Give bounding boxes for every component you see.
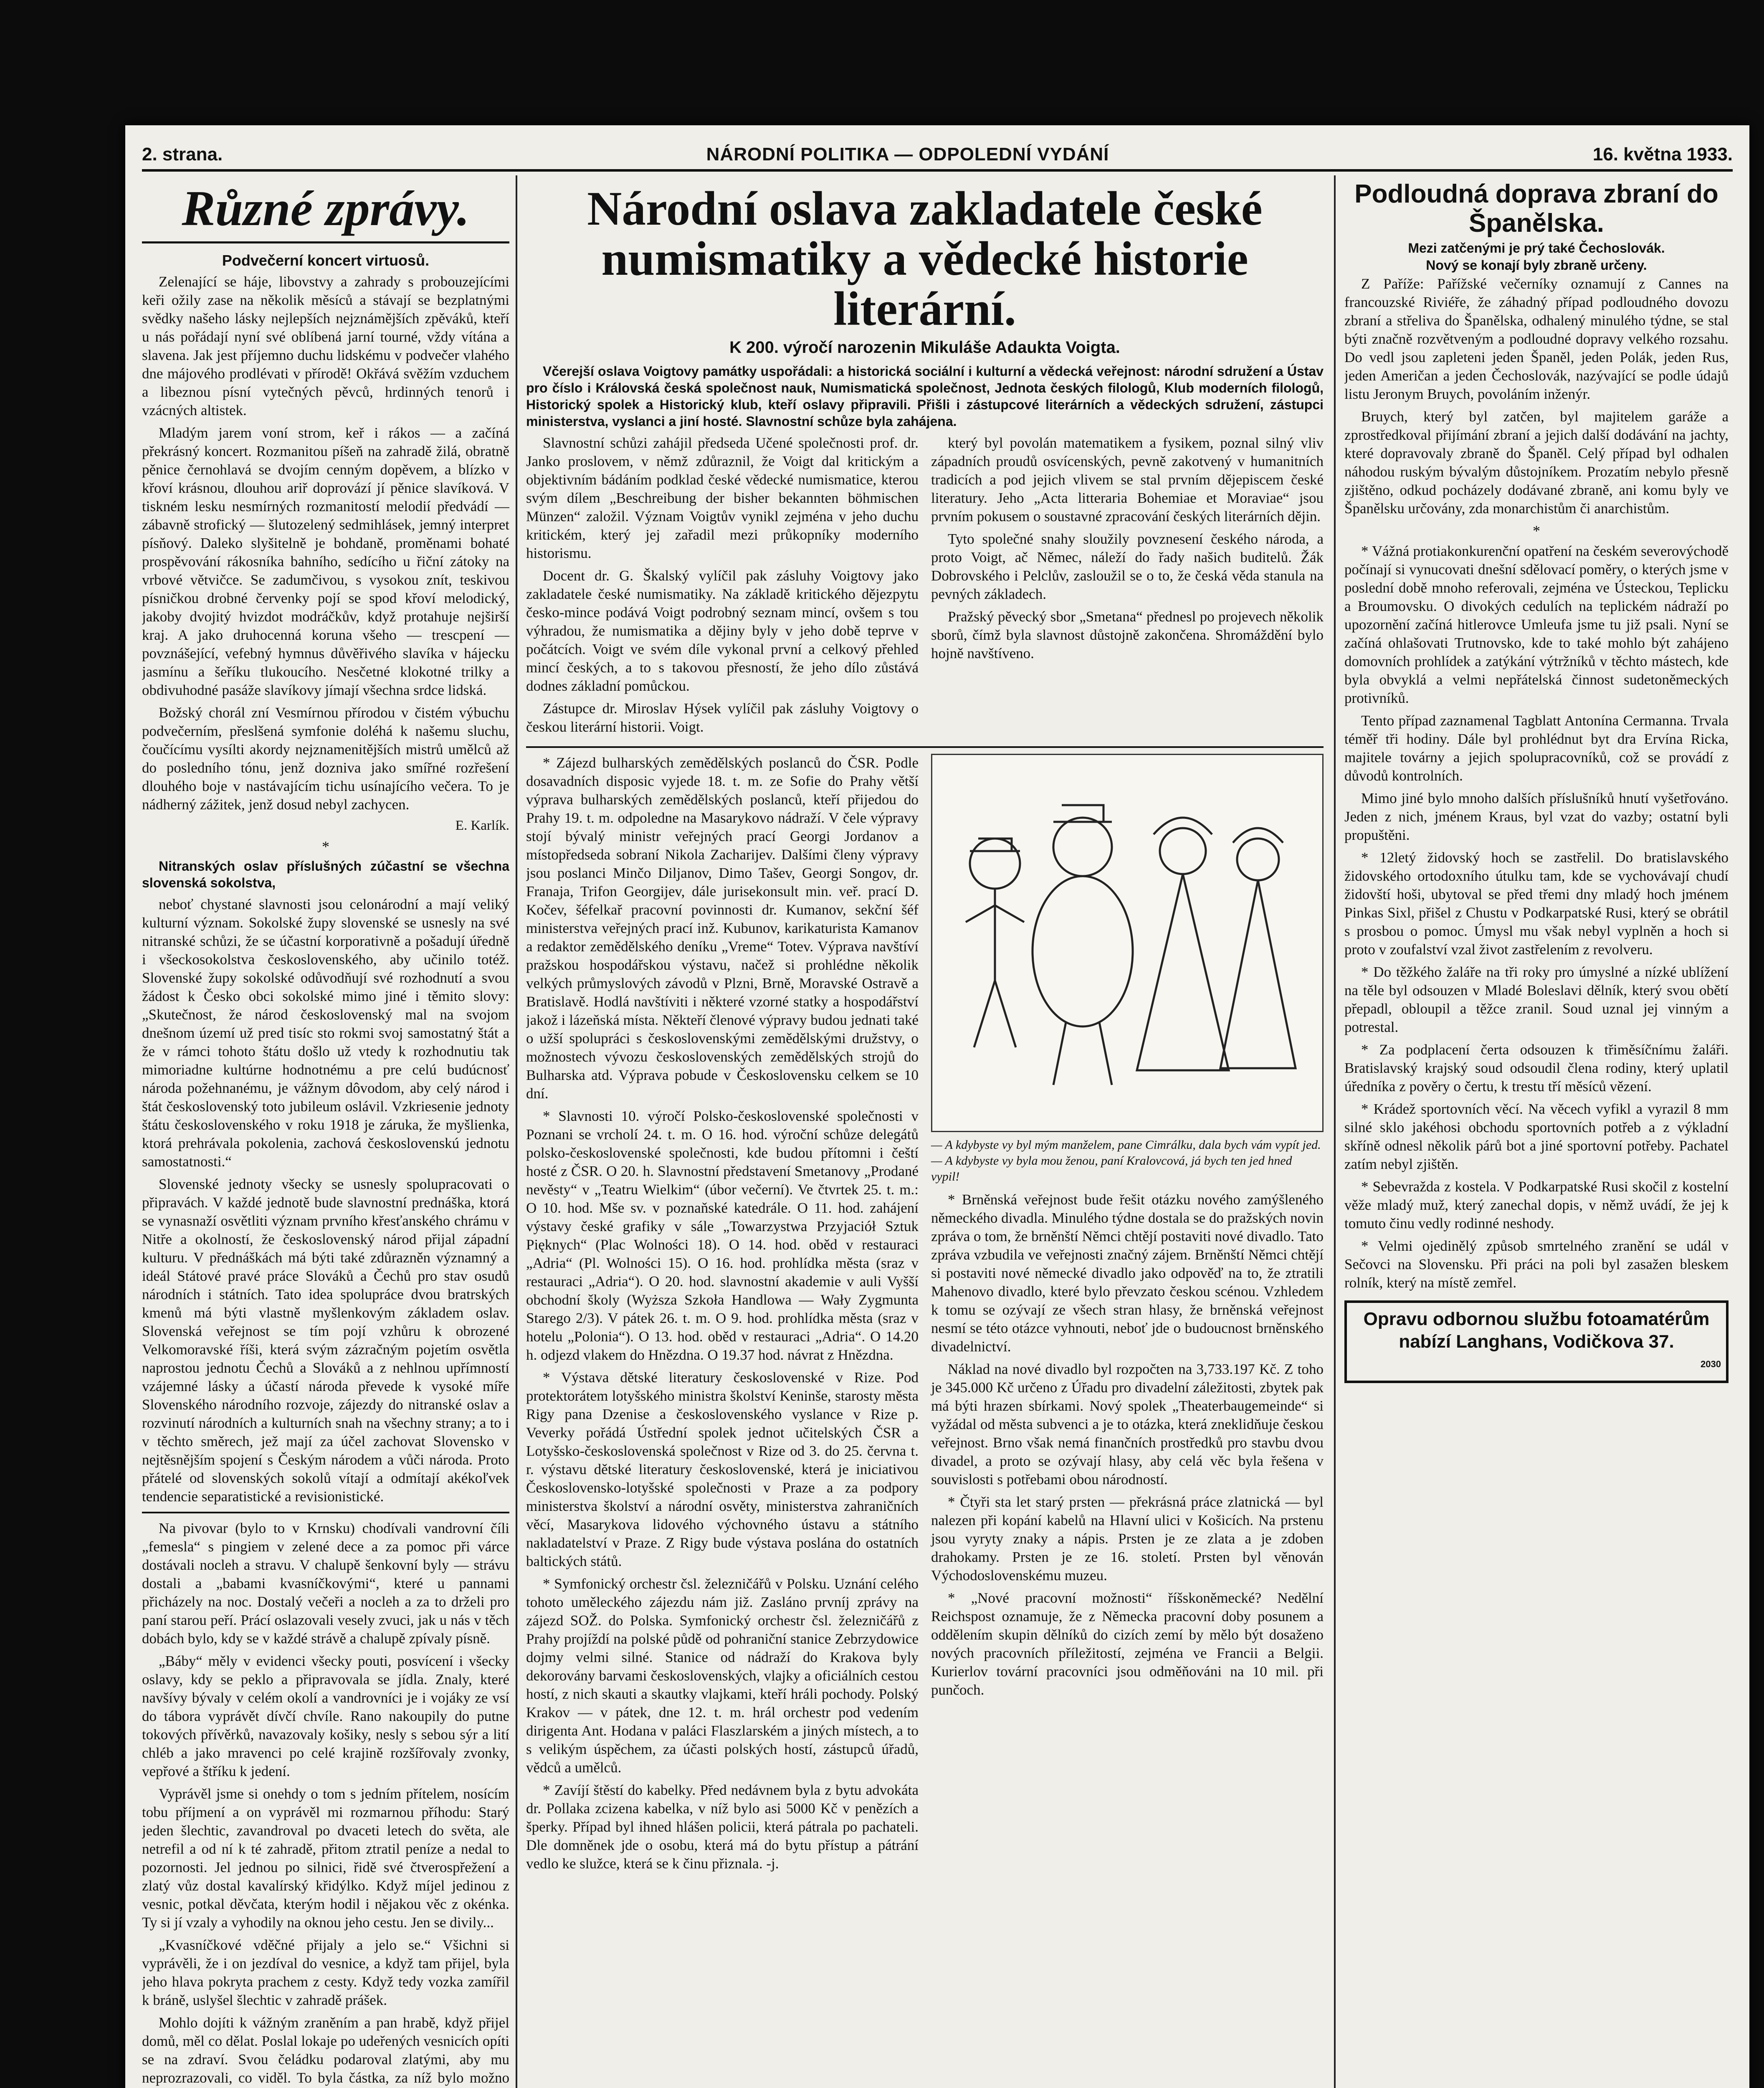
- main-headline: Národní oslava zakladatele české numismatiky a vědecké historie literární.: [587, 182, 1263, 335]
- separator-star: *: [322, 838, 329, 855]
- masthead: [142, 140, 1733, 172]
- article-paragraph: Vyprávěl jsme si onehdy o tom s jedním přítelem, nosícím tobu příjmení a on vyprávěl mi rozmarnou příhodu: Starý jeden šlechtic, zavandroval po dvaceti letech do světa, ale netrefil a od ní k té zahradě, přitom ztratil peníze a nedal to pozornosti. Jel jednou po silnici, řidě své čtverospřežení a zlatý vůz dostal kavalírský křidýlko. Když míjel jedinou z vesnic, potkal děvčata, kterým hodil i nějakou věc z okénka. Ty si jí vzaly a vyhodily na oknou jeho cestu. Jen se divily...: [142, 1786, 509, 1931]
- column-center: [526, 175, 1324, 2088]
- article-paragraph: Z Paříže: Pařížské večerníky oznamují z Cannes na francouzské Riviéře, že záhadný případ podloudného dovozu zbraní a střeliva do Španělska, odhalený minulého týdne, se stal býti značně rozvětveným a podloudné dopravy velkého rozsahu. Do vedl jsou zapleteni jeden Španěl, jeden Polák, jeden Rus, jeden Američan a jeden Čechoslovák, nazývající se podle údajů listu Jeronym Bruych, povoláním inženýr.: [1344, 276, 1729, 402]
- article-paragraph: Mohlo dojíti k vážným zraněním a pan hrabě, když přijel domů, měl co dělat. Poslal lokaje po udeřených vesnicích opíti se na zdraví. Svou čeládku podaroval zlatými, aby mu neprozrazovali, co viděl. To byla částka, za níž bylo možno: [142, 2015, 509, 2086]
- news-item: * Čtyři sta let starý prsten — překrásná práce zlatnická — byl nalezen při kopání kabelů na Hlavní ulici v Košicích. Na prstenu jsou vyryty znaky a nápis. Prsten je ze zlata a je zdoben drahokamy. Prsten je ze 16. století. Prsten byl věnován Východoslovenskému muzeu.: [931, 1494, 1324, 1584]
- article-paragraph: Zástupce dr. Miroslav Hýsek vylíčil pak zásluhy Voigtovy o českou literární historii. Voigt.: [526, 700, 919, 735]
- issue-date: 16. května 1933.: [1592, 144, 1733, 165]
- divider: [526, 746, 1324, 748]
- page-number: 2. strana.: [142, 144, 223, 165]
- article-title: Podvečerní koncert virtuosů.: [222, 252, 430, 269]
- news-item: Mimo jiné bylo mnoho dalších příslušníků hnutí vyšetřováno. Jeden z nich, jménem Kraus, byl vzat do vazby; ostatní byli propuštěni.: [1344, 790, 1729, 843]
- article-signature: E. Karlík.: [455, 818, 509, 833]
- news-item: * Zavíjí štěstí do kabelky. Před nedávnem byla z bytu advokáta dr. Pollaka zcizena kabelka, v níž bylo asi 5000 Kč v penězích a šperky. Případ byl ihned hlášen policii, která pátrala po pachateli. Dle domněnek jde o osobu, která má do bytu přístup a pátrání vedlo ke služce, která se k činu přiznala. -j.: [526, 1782, 919, 1872]
- cartoon-illustration: [931, 754, 1324, 1132]
- advertisement-code: 2030: [1701, 1359, 1721, 1369]
- newspaper-title: NÁRODNÍ POLITIKA — ODPOLEDNÍ VYDÁNÍ: [706, 144, 1109, 165]
- article-paragraph: „Báby“ měly v evidenci všecky pouti, posvícení i všecky oslavy, kdy se peklo a připravovala se jídla. Znaly, které navšívy bývaly v celém okolí a vandrovníci je i vojáky ze vsí do tábora vyprávět dívčí chvíle. Rano nakoupily do putne tokových přívěrků, navazovaly košiky, nesly s sebou sýr a lití chléb a jako mravenci po celé krajině rozšířovaly zvonky, vepřové a štříku k jedení.: [142, 1653, 509, 1779]
- article-lead: Včerejší oslava Voigtovy památky uspořádali: a historická sociální i kulturní a vědecká veřejnost: národní sdružení a Ústav pro číslo i Královská česká společnost nauk, Numismatická společnost, Jednota českých filologů, Klub moderních filologů, Historický spolek a Historický klub, kteří oslavy připravili. Přišli i zástupcové literárních a vědeckých sdružení, zástupci ministerstva, vyslanci a jiní hosté. Slavnostní schůze byla zahájena.: [526, 364, 1324, 429]
- article-columns: [526, 434, 1324, 740]
- article-paragraph: Zelenající se háje, libovstvy a zahrady s probouzejícími keři ožily zase na několik měsíců a stávají se bezplatnými svědky našeho lásky nejlepších nejznámějších zpěváků, kteří u nás pořádají nyní své oblíbená jarní tourné, vždy vítána a slavena. Jak jest příjemno duchu lidskému v podvečer vlahého dne májového prodlévati v přírodě! Okřává svěžím vzduchem a libeznou písní vytečných pěvců, hrdinných tenorů i vzácných altistek.: [142, 274, 509, 418]
- article-paragraph: Božský chorál zní Vesmírnou přírodou v čistém výbuchu podvečerním, přeslšená symfonie doléhá k našemu sluchu, čoučícímu vysílti akordy nejznamenitějších mistrů umělců až do posledního tónu, jenž dozniva jako smířné rozřešení dlouhého boje v nastávajícím tichu usínajícího večera. To je nádherný zážitek, jenž dosud nebyl zachycen.: [142, 704, 509, 813]
- article-paragraph: Na pivovar (bylo to v Krnsku) chodívali vandrovní číli „femesla“ s pingiem v zelené dece a za pomoc při várce dostávali nocleh a stravu. V chalupě šenkovní byly — strávu dostali a „babami kvasníčkovými“, které u pannami přicházely na noc. Dostalý večeři a nocleh a za to drželi pro paní starou peří. Prácí oslazovali vesely zvuci, jak u nás v těch dobách bylo, kdy se v každé strávě a chalupě zpívaly písně.: [142, 1520, 509, 1647]
- article-paragraph: Tyto společné snahy sloužily povznesení českého národa, a proto Voigt, ač Němec, náleží do řady našich buditelů. Žák Dobrovského i Pelclův, zasloužil se o to, že česká věda stanula na pevných základech.: [931, 531, 1324, 602]
- article-subtitle: Nový se konají byly zbraně určeny.: [1426, 258, 1647, 273]
- column-divider: [516, 175, 517, 2088]
- article-paragraph: Slavnostní schůzi zahájil předseda Učené společnosti prof. dr. Janko proslovem, v němž zdůraznil, že Voigt dal kritickým a objektivním bádáním podklad české vědecké numismatice, kterou svým dílem „Beschreibung der bisher bekannten böhmischen Münzen“ založil. Význam Voigtův vynikl zejména v jeho duchu kritickém, který jej zařadil mezi průkopníky moderního historismu.: [526, 435, 919, 561]
- news-item: * Za podplacení čerta odsouzen k třiměsíčnímu žaláři. Bratislavský krajský soud odsoudil člena rodiny, který uplatil úředníka z pověry o čertu, k trestu tří měsíců vězení.: [1344, 1041, 1729, 1095]
- article-paragraph: Docent dr. G. Škalský vylíčil pak zásluhy Voigtovy jako zakladatele české numismatiky. Na základě kritického dějezpytu česko-mince podává Voigt podrobný seznam mincí, ovšem s tou výhradou, že numismatika a dějiny byly v jeho době teprve v počátcích. Voigt ve svém díle vykonal první a celkový přehled mincí českých, a to s takovou přesností, že jeho dílo zůstává dodnes základní pomůckou.: [526, 568, 919, 694]
- article-title: Nitranských oslav příslušných zúčastní se všechna slovenská sokolstva,: [142, 859, 509, 890]
- news-item: * Sebevražda z kostela. V Podkarpatské Rusi skočil z kostelní věže mladý muž, který zanechal dopis, v němž uvádí, že jej k tomuto činu vedly rodinné neshody.: [1344, 1178, 1729, 1232]
- column-right: [1344, 175, 1729, 2088]
- news-item: * Brněnská veřejnost bude řešit otázku nového zamýšleného německého divadla. Minulého týdne dostala se do pražských novin zpráva o tom, že brněnští Němci chtějí postaviti nové divadlo. Tato zpráva vzbudila ve veřejnosti značný zájem. Brněnští Němci chtějí si postaviti nové německé divadlo jako odpověď na to, že ztratili Mahenovo divadlo, které bylo převzato českou scénou. Vzhledem k tomu se ozývají ze všech stran hlasy, že brněnská veřejnost nesmí se této otázce vyhnouti, neboť jde o budoucnost brněnského divadelnictví.: [931, 1191, 1324, 1355]
- article-title: Podloudná doprava zbraní do Španělska.: [1354, 180, 1718, 238]
- article-paragraph: Slovenské jednoty všecky se usnesly spolupracovati o připravách. V každé jednotě bude slavnostní prednáška, ktorá se vynasnaží osvětliti význam prvního křesťanského chrámu v Nitře a okolností, že československý národ přijal západní kulturu. V přednáškách má býti také zdůrazněn významný a ideál Státové pravé práce Slováků a Čechů pro stav osudů národních i státních. Tato idea spolupráce dvou bratrských kmenů má býti vlastně myšlenkovým základem oslav. Slovenská veřejnost se tím pojí vzhůru k obrozené Velkomoravské říši, která svým zázračným pojetím osvětla naprostou jednotu Čechů a Slováků a z nehlnou upřímností vzájemné lásky a účastí národa převede k vysoké míře Slovenského národního rozvoje, zájezdy do nitranské oslav a rozvinutí národních a kulturních snah na všechny strany; a to i v těchto směrech, jež mají za účel zachovat Slovensko v nejtěsnějším spojení s Českým národem a vůči národa. Proto přátelé od slovenských sokolů vítají a odmítají akékoľvek tendencie separatistické a revisionistické.: [142, 1176, 509, 1505]
- cartoon-caption: — A kdybyste vy byl mým manželem, pane Cimrálku, dala bych vám vypít jed. — A kdybyste vy byla mou ženou, paní Kralovcová, já bych ten jed hned vypil!: [931, 1138, 1321, 1183]
- news-item: Tento případ zaznamenal Tagblatt Antonína Cermanna. Trvala téměř tři hodiny. Dále byl prohlédnut byt dra Ervína Ricka, majitele továrny a jejich spolupracovníků, což se provádí z důvodů kontrolních.: [1344, 712, 1729, 784]
- newspaper-page: [125, 125, 1749, 2088]
- news-item: * 12letý židovský hoch se zastřelil. Do bratislavského židovského ortodoxního útulku tam, kde se vychovávají chudí židovští hoši, ubytoval se před třemi dny mladý hoch jménem Pinkas Sixl, přišel z Chustu v Podkarpatské Rusi, který se obrátil s prosbou o pomoc. Úmysl mu však nebyl vyplněn a hoch si proto v zoufalství vzal život zastřelením z revolveru.: [1344, 849, 1729, 958]
- cartoon-drawing: [932, 755, 1308, 1131]
- news-item: * „Nové pracovní možnosti“ říšskoněmecké? Nedělní Reichspost oznamuje, že z Německa pracovní doby posunem a oddělením skupin dělníků do cizích zemí by mělo být dosaženo nových pracovních příležitostí, zejména ve Francii a Belgii. Kurierlov tovární pracovníci jsou odměňováni na 10 mil. při punčoch.: [931, 1590, 1324, 1698]
- article-subtitle: Mezi zatčenými je prý také Čechoslovák.: [1408, 241, 1665, 256]
- column-divider: [1334, 175, 1336, 2088]
- divider: [142, 1512, 509, 1513]
- news-item: * Symfonický orchestr čsl. železničářů v Polsku. Uznání celého tohoto uměleckého zájezdu nám již. Zasláno prvníj zprávy na zájezd SOŽ. do Polska. Symfonický orchestr čsl. železničářů z Prahy projíždí na polské půdě od pohraniční stanice Zebrzydowice dojmy velmi silné. Stanice od nádraží do Krakova byly dekorovány barvami československých, vlajky a oficiálních cestou hostí, z nich skauti a skautky vlajkami, kteří hráli pochody. Polský Krakov — v pátek, dne 12. t. m. hrál orchestr pod vedením dirigenta Ant. Hodana v paláci Flaszlarském a jiných místech, a to s velikým úspěchem, za účasti polských hostí, zástupců úřadů, vědců a umělců.: [526, 1576, 919, 1776]
- news-item: * Vážná protiakonkurenční opatření na českém severovýchodě počínají si vynucovati dnešní sdělovací poměry, o kterých jsme v poslední době mnoho referovali, zejména ve Ústeckou, Teplicku a Broumovsku. O divokých cedulích na teplickém nádraží po upozornění začíná hitlerovce Umleufa jsme tu již psali. Nyní se začíná ohlašovati Trutnovsko, kde to také mohlo být zahájeno domovních prohlídek a zatýkání výtržníků v těchto mástech, kde byla obvyklá a velmi nepřátelská činnost sudetoněmeckých protivníků.: [1344, 543, 1729, 706]
- advertisement-box: [1344, 1300, 1729, 1383]
- main-subheadline: K 200. výročí narozenin Mikuláše Adaukta Voigta.: [729, 338, 1120, 357]
- section-headline: Různé zprávy.: [142, 180, 509, 243]
- article-paragraph: který byl povolán matematikem a fysikem, poznal silný vliv západních proudů osvícenských, pevně zakotvený v humanitních tradicích a pod jejich vlivem se stal prvním dějepiscem české literatury. Jeho „Acta litteraria Bohemiae et Moraviae“ jsou prvním pokusem o soustavné zpracování českých literárních dějin.: [931, 435, 1324, 525]
- news-item: * Zájezd bulharských zemědělských poslanců do ČSR. Podle dosavadních disposic vyjede 18. t. m. ze Sofie do Prahy větší výprava bulharských zemědělských poslanců, kteří přijedou do Prahy 19. t. m. odpoledne na Masarykovo nádraží. V čele výpravy stojí bývalý ministr veřejných prací Georgi Jordanov a místopředseda sobraní Nikola Zacharijev. Dalšími členy výpravy jsou poslanci Minčo Diljanov, Dimo Tašev, Georgi Songov, dr. Franaja, Trifon Georgijev, dále jurisekonsult min. veř. prací D. Kočev, šéfelkař pracovní povinnosti dr. Kumanov, sekční šéf ministerstva veřejných prací inž. Kubunov, karikaturista Kamanov a redaktor zemědělského deníku „Vreme“ Totev. Výprava navštíví pražskou hospodářskou výstavu, načež si prohlédne několik velkých průmyslových závodů v Plzni, Brně, Moravské Ostravě a Bratislavě. Hodlá navštíviti i některé vzorné statky a hospodářství jakož i lázeňská místa. Někteří členové výpravy budou jednati také o užší spolupráci s československými zemědělskými družstvy, o možnostech vývozu československých zemědělských strojů do Bulharska atd. Výprava pobude v Československu celkem se 10 dní.: [526, 755, 919, 1102]
- news-item: * Výstava dětské literatury československé v Rize. Pod protektorátem lotyšského ministra školství Keninše, starosty města Rigy pana Dzenise a československého vyslance v Rize p. Veverky pořádá Ústřední spolek jednot učitelských ČSR a Lotyšsko-československá společnost v Rize od 3. do 25. června t. r. výstavu dětské literatury československé, která je iniciativou Československo-lotyšské společnosti v Praze a za podpory ministerstva školství a národní osvěty, ministerstva zahraničních věcí, Masarykova lidového výchovného ústavu a státního nakladatelství v Praze. Z Rigy bude výstava poslána do ostatních baltických států.: [526, 1369, 919, 1569]
- article-paragraph: Mladým jarem voní strom, keř i rákos — a začíná překrásný koncert. Rozmanitou píšeň na zahradě žilá, obratně pěnice černohlavá se dvojím cenným dopěvem, a blízko v křoví krásnou, dlouhou ariř doprovází jí pěnice slavíková. V tiskném lesku nesmírných rozmanitostí melodií předvádí — zábavně strofický — šlutozelený sedmihlásek, jemný interpret písňový. Daleko slyšitelně je bohdaně, proměnami bohaté prospěvování rákosníka bahního, sedícího u řiční zátoky na vrbové větvičce. Se zadumčivou, s vysokou znít, teskivou písničkou drobné červenky pojí se spod křoví melodický, jakoby dvojitý hvizdot modráčkův, když protahuje nejširší kraj. A jako druhocenná koruna všeho — trescpení — povznášející, vefebný hymnus důvěřivého slavíka v hájecku jasmínu a šeříku tlukoucího. Nesčetné klokotné trilky a obdivuhodné pasáže slavíkovy jímají všechna srdce lidská.: [142, 425, 509, 698]
- advertisement-text: Opravu odbornou službu fotoamatérům nabízí Langhans, Vodičkova 37.: [1363, 1309, 1710, 1352]
- news-item: * Velmi ojedinělý způsob smrtelného zranění se udál v Sečovci na Slovensku. Při práci na poli byl zasažen bleskem rolník, který na místě zemřel.: [1344, 1238, 1729, 1291]
- article-paragraph: Pražský pěvecký sbor „Smetana“ přednesl po projevech několik sborů, čímž byla slavnost důstojně zakončena. Shromáždění bylo hojně navštíveno.: [931, 608, 1324, 661]
- article-paragraph: Bruych, který byl zatčen, byl majitelem garáže a zprostředkoval přijímání zbraní a jejich další dodávání na jachty, které dopravovaly zbraně do Španěl. Celý případ byl odhalen náhodou ruským bývalým důstojníkem. Prozatím nebylo přesně zjištěno, odkud pocházely dodávané zbraně, ani komu byly ve Španělsku určovány, zda monarchistům či anarchistům.: [1344, 408, 1729, 517]
- separator-star: *: [1533, 522, 1540, 539]
- news-item: * Slavnosti 10. výročí Polsko-československé společnosti v Poznani se vrcholí 24. t. m. O 16. hod. výroční schůze delegátů polsko-československé společnosti, kde budou přítomni i čeští hosté z ČSR. O 20. h. Slavnostní představení Smetanovy „Prodané nevěsty“ v „Teatru Wielkim“ (úbor večerní). Ve čtvrtek 25. t. m.: O 10. hod. Mše sv. v poznaňské katedrále. O 11. hod. zahájení výstavy české grafiky v sále „Towarzystwa Przyjaciół Sztuk Pięknych“ (Plac Wolności 18). O 14. hod. oběd v restauraci „Adria“ (Pl. Wolności 15). O 16. hod. prohlídka města (sraz v restauraci „Adria“). O 20. hod. slavnostní akademie v auli Vyšší obchodní školy (Wyższa Szkoła Handlowa — Wały Zygmunta Starego 2/3). V pátek 26. t. m. O 9. hod. prohlídka města (sraz v hotelu „Polonia“). O 13. hod. oběd v restauraci „Adria“. O 14.20 h. odjezd vlakem do Hnězdna. O 19.37 hod. návrat z Hnězdna.: [526, 1108, 919, 1363]
- news-item: * Do těžkého žaláře na tři roky pro úmyslné a nízké ublížení na těle byl odsouzen v Mladé Boleslavi dělník, který svou obětí přepadl, obloupil a těžce zranil. Soud uznal jej vinným a potrestal.: [1344, 964, 1729, 1035]
- news-columns: [526, 754, 1324, 1877]
- article-paragraph: „Kvasníčkové vděčné přijaly a jelo se.“ Všichni si vyprávěli, že i on jezdíval do vesnice, a když tam přijel, byla jeho hlava pokryta prachem z cesty. Když tedy vozka zamířil k bráně, uslyšel šlechtic v zahradě prášek.: [142, 1937, 509, 2008]
- article-paragraph: neboť chystané slavnosti jsou celonárodní a mají veliký kulturní význam. Sokolské župy slovenské se usnesly na své nitranské schůzi, že se účastní korporativně a pošadují úředně i všeckosokolstva československého, aby učinilo totéž. Slovenské župy sokolské odůvodňují své rozhodnutí a svou žádost k Česko obci sokolské mimo jiné i těmito slovy: „Skutečnost, že národ československý mal na svojom dnešnom území už pred tisíc sto rokmi svoj samostatný štát a že v rámci tohoto štátu došlo už vtedy k rozhodnutiu tak mimoriadne kultúrne hodnotnému a pre celú budúcnosť národa požehnanému, je vážnym dôvodom, aby celý národ i štát československý toto jubileum oslávil. Vzkriesenie jednoty štátu československého v roku 1918 je záruka, že myšlienka, ktorá prehrávala pokolenia, zachová československú jednotu samostatnosti.“: [142, 896, 509, 1170]
- news-item: Náklad na nové divadlo byl rozpočten na 3,733.197 Kč. Z toho je 345.000 Kč určeno z Úřadu pro divadelní záležitosti, zbytek pak má býti hrazen sbírkami. Nový spolek „Theaterbaugemeinde“ si vyžádal od města subvenci a je to otázka, která zneklidňuje českou veřejnost. Brno však nemá finančních prostředků pro stavbu dvou divadel, a proto se ozývají hlasy, aby celá věc byla řešena v souvislosti s potřebami obou národností.: [931, 1361, 1324, 1487]
- news-item: * Krádež sportovních věcí. Na věcech vyfikl a vyrazil 8 mm silné sklo jakéhosi obchodu sportovních potřeb a z výkladní skříně odnesl několik párů bot a jiné sportovní potřeby. Pachatel zatím nebyl zjištěn.: [1344, 1101, 1729, 1172]
- column-left: [142, 175, 509, 2088]
